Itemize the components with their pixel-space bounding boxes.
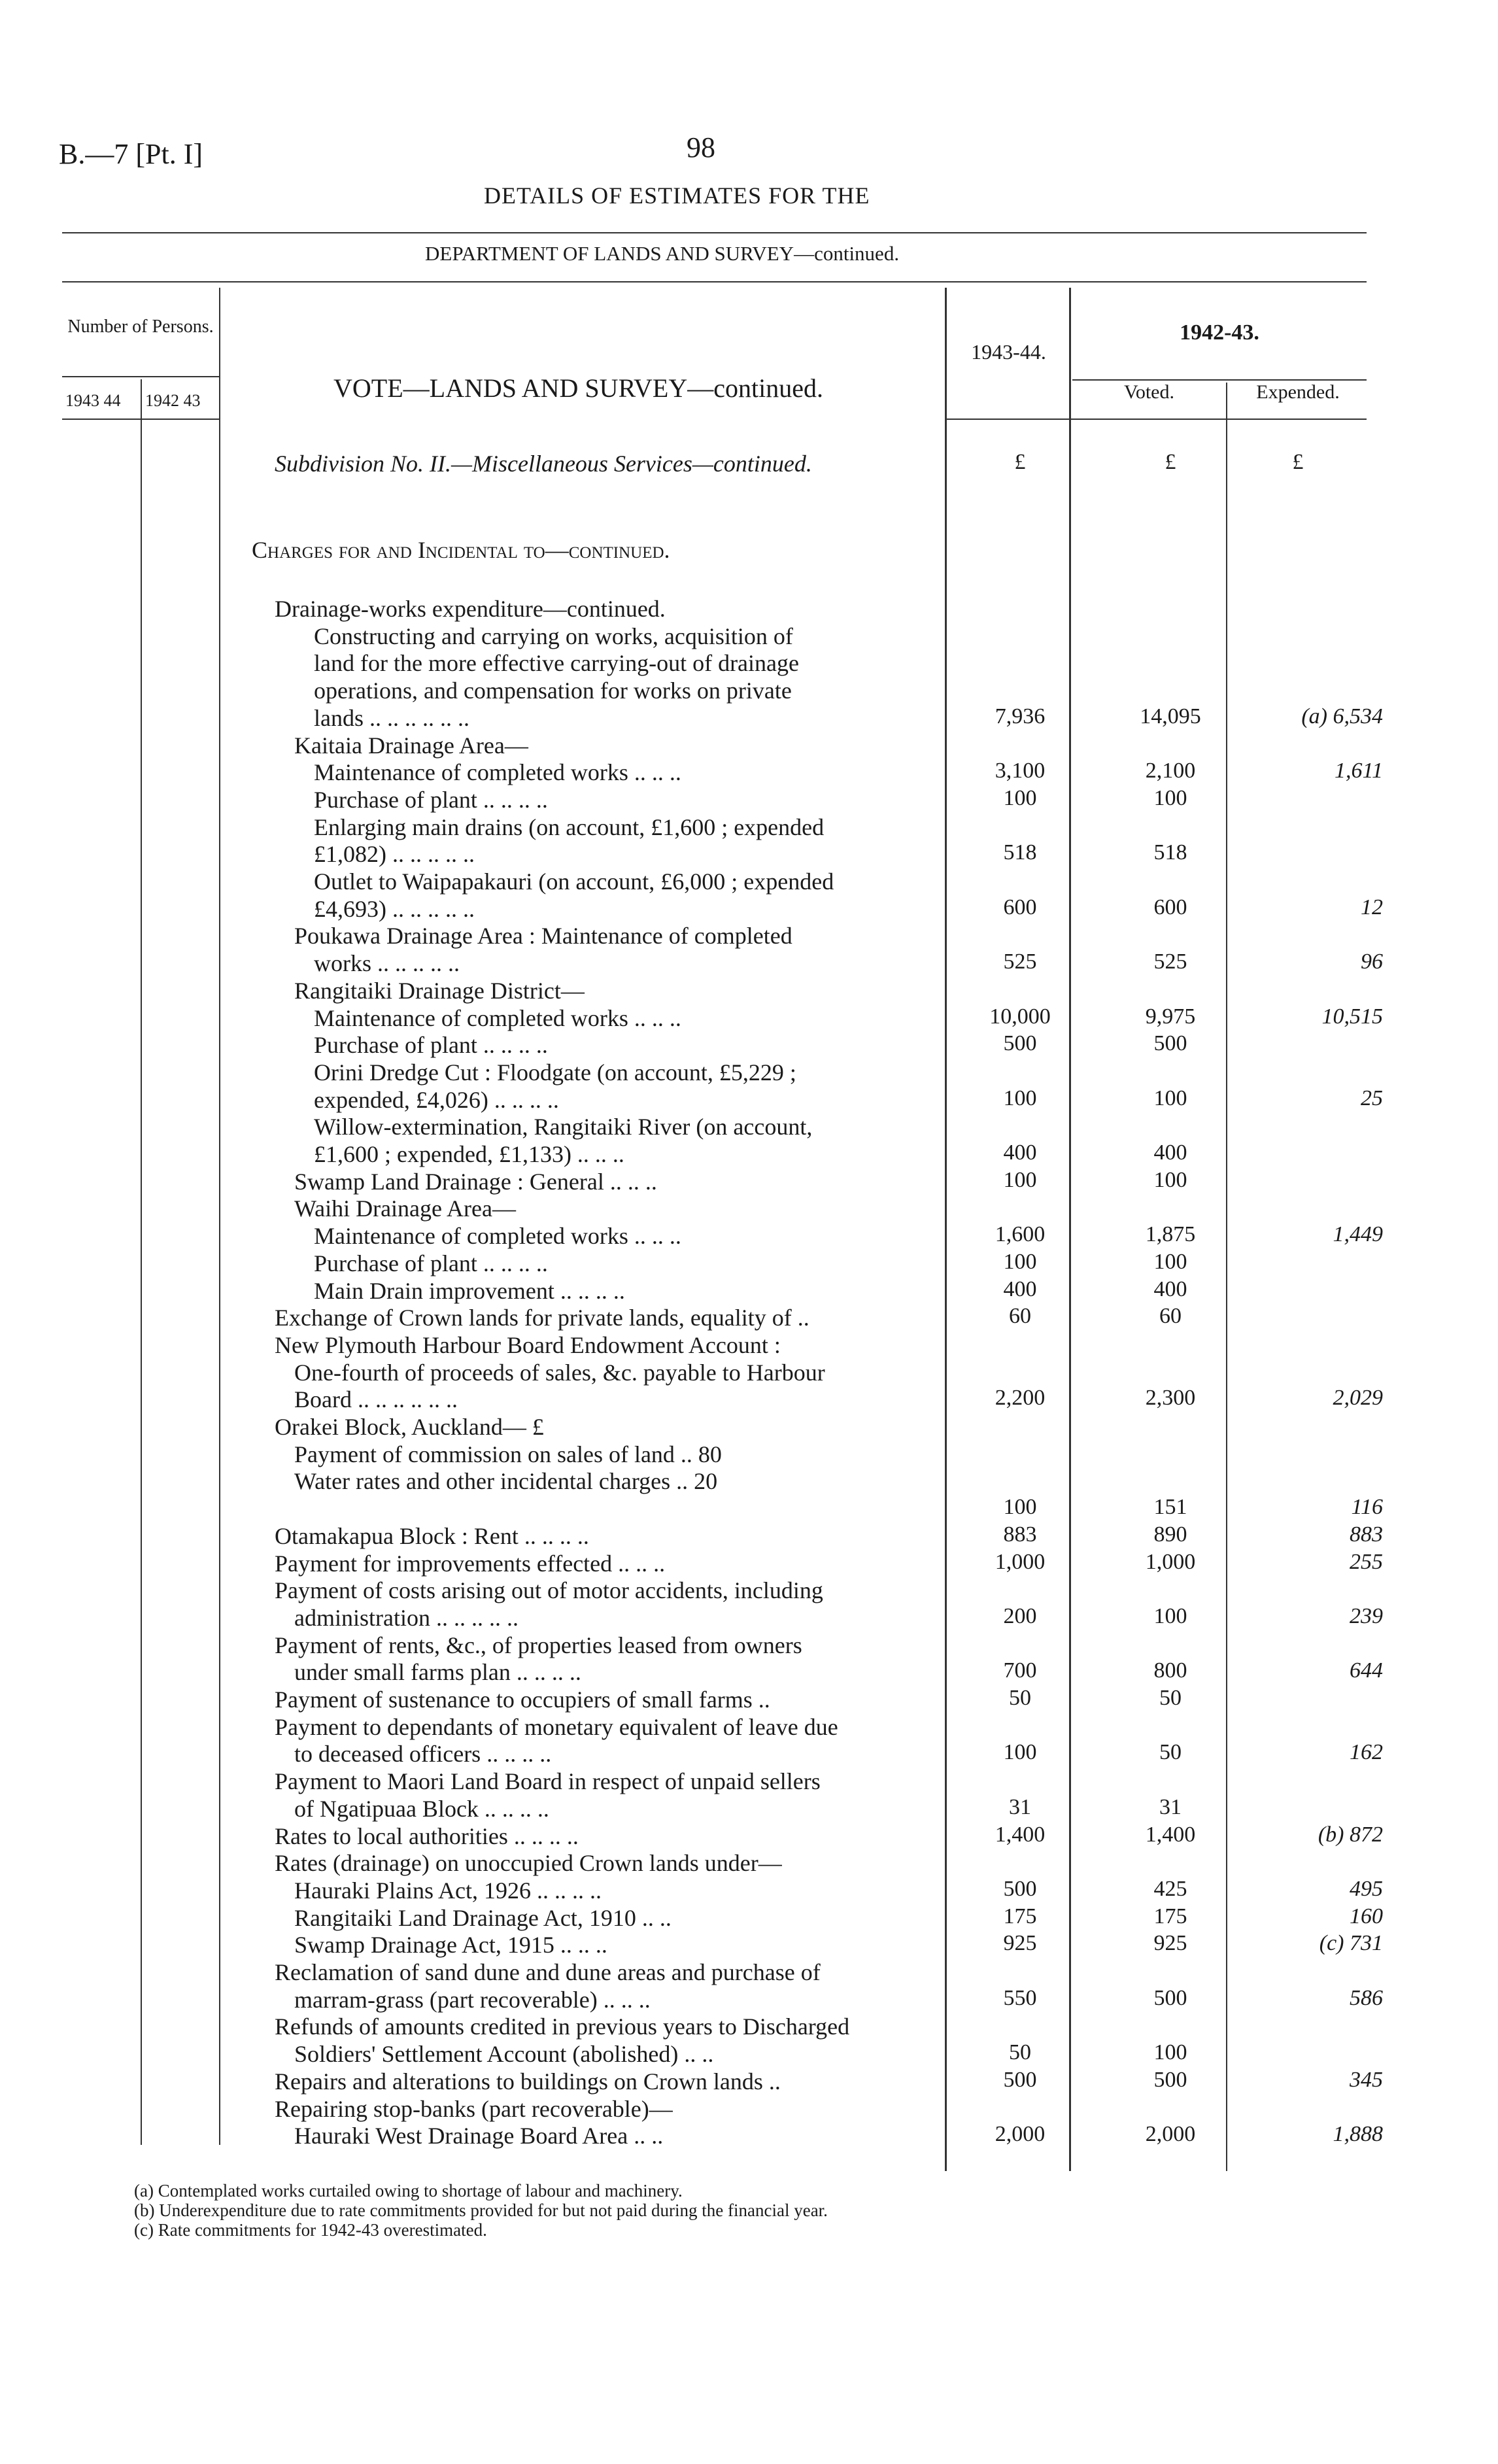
item-expended: 2,029 [1333,1386,1383,1410]
item-expended: 883 [1350,1522,1383,1547]
item-description: lands .. .. .. .. .. .. [314,705,469,731]
col-voted-label: Voted. [1124,381,1174,403]
footnote-a: (a) Contemplated works curtailed owing to shortage of labour and machinery. [134,2181,683,2200]
item-description: Payment of rents, &c., of properties leased from owners [275,1632,802,1658]
item-expended: (c) 731 [1319,1931,1383,1955]
item-description: land for the more effective carrying-out of drainage [314,650,799,676]
item-description: expended, £4,026) .. .. .. .. [314,1087,559,1113]
item-estimate: 883 [1003,1522,1037,1547]
item-estimate: 925 [1003,1931,1037,1955]
item-description: Reclamation of sand dune and dune areas and purchase of [275,1959,821,1985]
item-voted: 1,000 [1145,1550,1196,1574]
item-description: Board .. .. .. .. .. .. [294,1386,458,1412]
item-description: £1,600 ; expended, £1,133) .. .. .. [314,1141,624,1167]
page-ref: B.—7 [Pt. I] [59,138,203,170]
item-estimate: 500 [1003,2068,1037,2092]
item-description: Payment of costs arising out of motor accidents, including [275,1577,823,1603]
section-heading: Charges for and Incidental to—continued. [252,537,670,563]
item-description: Outlet to Waipapakauri (on account, £6,000 ; expended [314,868,834,895]
persons-rule [62,376,219,377]
item-description: £4,693) .. .. .. .. .. [314,896,475,922]
item-description: Rangitaiki Drainage District— [294,978,585,1004]
item-voted: 1,875 [1145,1222,1196,1246]
item-description: Purchase of plant .. .. .. .. [314,1032,548,1058]
item-description: Exchange of Crown lands for private lands, equality of .. [275,1305,809,1331]
item-description: Maintenance of completed works .. .. .. [314,759,681,785]
item-description: Willow-extermination, Rangitaiki River (on account, [314,1114,813,1140]
item-estimate: 3,100 [995,759,1046,783]
item-description: Water rates and other incidental charges .. 20 [294,1468,718,1494]
item-description: administration .. .. .. .. .. [294,1605,519,1631]
item-voted: 60 [1159,1304,1182,1328]
currency-estimate: £ [1014,450,1026,474]
item-description: Payment of sustenance to occupiers of small farms .. [275,1686,770,1713]
col-estimate-label: 1943-44. [971,340,1046,364]
item-estimate: 2,000 [995,2122,1046,2146]
department-heading: DEPARTMENT OF LANDS AND SURVEY—continued. [425,242,900,265]
item-description: Hauraki West Drainage Board Area .. .. [294,2123,664,2149]
item-voted: 31 [1159,1795,1182,1819]
number-of-persons-label: Number of Persons. [67,317,214,337]
item-description: operations, and compensation for works on private [314,677,792,704]
item-estimate: 100 [1003,1740,1037,1764]
item-description: Swamp Land Drainage : General .. .. .. [294,1169,657,1195]
item-voted: 400 [1153,1140,1187,1165]
item-voted: 518 [1153,840,1187,864]
item-voted: 50 [1159,1686,1182,1710]
item-voted: 100 [1153,1250,1187,1274]
page-title: DETAILS OF ESTIMATES FOR THE [484,182,870,209]
item-description: Repairing stop-banks (part recoverable)— [275,2096,673,2122]
item-estimate: 518 [1003,840,1037,864]
item-expended: 495 [1350,1877,1383,1901]
item-description: Purchase of plant .. .. .. .. [314,1250,548,1276]
item-estimate: 100 [1003,1086,1037,1110]
item-expended: 10,515 [1321,1004,1383,1029]
item-description: Kaitaia Drainage Area— [294,732,528,759]
item-voted: 2,000 [1145,2122,1196,2146]
item-expended: 644 [1350,1658,1383,1683]
year-a-label: 1943 44 [65,391,121,410]
item-description: Rates to local authorities .. .. .. .. [275,1823,579,1849]
item-voted: 500 [1153,2068,1187,2092]
item-estimate: 500 [1003,1877,1037,1901]
item-estimate: 60 [1009,1304,1031,1328]
item-description: marram-grass (part recoverable) .. .. .. [294,1987,651,2013]
item-expended: 1,888 [1333,2122,1383,2146]
item-description: Purchase of plant .. .. .. .. [314,787,548,813]
item-description: Soldiers' Settlement Account (abolished) .. .. [294,2041,714,2067]
item-estimate: 100 [1003,1250,1037,1274]
item-expended: 160 [1350,1904,1383,1928]
item-description: Main Drain improvement .. .. .. .. [314,1278,625,1304]
col-expended-label: Expended. [1256,381,1340,403]
footnote-c: (c) Rate commitments for 1942-43 overestimated. [134,2220,487,2240]
persons-right-divider [219,288,220,2145]
item-estimate: 175 [1003,1904,1037,1928]
item-description: works .. .. .. .. .. [314,950,460,976]
item-expended: 25 [1361,1086,1383,1110]
title-rule [62,232,1367,233]
item-estimate: 2,200 [995,1386,1046,1410]
item-voted: 500 [1153,1031,1187,1055]
item-estimate: 400 [1003,1140,1037,1165]
item-estimate: 500 [1003,1031,1037,1055]
item-voted: 151 [1153,1495,1187,1519]
item-estimate: 600 [1003,895,1037,919]
page-number: 98 [687,131,715,163]
item-estimate: 700 [1003,1658,1037,1683]
item-estimate: 10,000 [989,1004,1051,1029]
item-description: Orakei Block, Auckland— £ [275,1414,544,1440]
item-voted: 600 [1153,895,1187,919]
item-expended: 1,449 [1333,1222,1383,1246]
item-description: Drainage-works expenditure—continued. [275,596,666,622]
item-estimate: 100 [1003,786,1037,810]
item-description: Poukawa Drainage Area : Maintenance of completed [294,923,792,949]
item-estimate: 31 [1009,1795,1031,1819]
item-voted: 14,095 [1140,704,1201,728]
item-estimate: 50 [1009,2040,1031,2064]
item-estimate: 200 [1003,1604,1037,1628]
item-estimate: 400 [1003,1277,1037,1301]
item-voted: 9,975 [1145,1004,1196,1029]
vote-heading: VOTE—LANDS AND SURVEY—continued. [333,373,823,403]
item-description: New Plymouth Harbour Board Endowment Account : [275,1332,781,1358]
item-expended: 162 [1350,1740,1383,1764]
item-voted: 400 [1153,1277,1187,1301]
item-expended: 116 [1351,1495,1383,1519]
item-estimate: 100 [1003,1495,1037,1519]
item-expended: 12 [1361,895,1383,919]
item-voted: 800 [1153,1658,1187,1683]
year-b-label: 1942 43 [145,391,201,410]
item-expended: 586 [1350,1986,1383,2010]
department-rule [62,281,1367,282]
item-description: of Ngatipuaa Block .. .. .. .. [294,1796,549,1822]
item-voted: 100 [1153,1604,1187,1628]
item-voted: 500 [1153,1986,1187,2010]
item-description: Payment for improvements effected .. .. .. [275,1550,666,1577]
item-description: Rangitaiki Land Drainage Act, 1910 .. .. [294,1905,672,1931]
item-voted: 100 [1153,2040,1187,2064]
item-estimate: 7,936 [995,704,1046,728]
item-description: Repairs and alterations to buildings on Crown lands .. [275,2068,781,2095]
item-description: Swamp Drainage Act, 1915 .. .. .. [294,1932,607,1958]
item-description: under small farms plan .. .. .. .. [294,1659,581,1685]
item-description: Waihi Drainage Area— [294,1195,516,1222]
item-voted: 50 [1159,1740,1182,1764]
item-voted: 1,400 [1145,1822,1196,1847]
item-estimate: 50 [1009,1686,1031,1710]
currency-voted: £ [1165,450,1176,474]
item-estimate: 100 [1003,1168,1037,1192]
item-estimate: 1,400 [995,1822,1046,1847]
item-expended: 1,611 [1335,759,1383,783]
item-expended: 345 [1350,2068,1383,2092]
item-estimate: 1,000 [995,1550,1046,1574]
item-estimate: 550 [1003,1986,1037,2010]
prev-year-rule [1072,379,1367,381]
item-description: Payment to dependants of monetary equivalent of leave due [275,1714,838,1740]
item-voted: 525 [1153,950,1187,974]
item-description: Otamakapua Block : Rent .. .. .. .. [275,1523,589,1549]
item-description: Hauraki Plains Act, 1926 .. .. .. .. [294,1877,602,1904]
footnote-b: (b) Underexpenditure due to rate commitments provided for but not paid during the financial year. [134,2200,828,2220]
item-description: Enlarging main drains (on account, £1,600 ; expended [314,814,825,840]
item-description: £1,082) .. .. .. .. .. [314,841,475,867]
item-voted: 2,100 [1145,759,1196,783]
header-bottom-rule [945,419,1367,420]
col-prev-label: 1942-43. [1180,320,1259,345]
item-voted: 100 [1153,1086,1187,1110]
item-description: Payment to Maori Land Board in respect of unpaid sellers [275,1768,821,1794]
item-description: Maintenance of completed works .. .. .. [314,1005,681,1031]
currency-expended: £ [1292,450,1304,474]
item-voted: 100 [1153,786,1187,810]
item-estimate: 1,600 [995,1222,1046,1246]
item-description: Maintenance of completed works .. .. .. [314,1223,681,1249]
item-estimate: 525 [1003,950,1037,974]
item-voted: 175 [1153,1904,1187,1928]
item-expended: (b) 872 [1318,1822,1383,1847]
subdivision-heading: Subdivision No. II.—Miscellaneous Services—continued. [275,451,812,477]
item-voted: 890 [1153,1522,1187,1547]
item-voted: 2,300 [1145,1386,1196,1410]
item-expended: (a) 6,534 [1301,704,1383,728]
item-description: Constructing and carrying on works, acquisition of [314,623,793,649]
item-description: to deceased officers .. .. .. .. [294,1741,552,1767]
item-expended: 255 [1350,1550,1383,1574]
item-voted: 925 [1153,1931,1187,1955]
persons-left-divider [141,379,142,2145]
item-description: Orini Dredge Cut : Floodgate (on account, £5,229 ; [314,1059,796,1086]
item-description: Refunds of amounts credited in previous years to Discharged [275,2013,850,2040]
item-expended: 96 [1361,950,1383,974]
item-description: Rates (drainage) on unoccupied Crown lands under— [275,1850,782,1876]
item-voted: 425 [1153,1877,1187,1901]
item-expended: 239 [1350,1604,1383,1628]
item-description: One-fourth of proceeds of sales, &c. payable to Harbour [294,1360,825,1386]
item-description: Payment of commission on sales of land .. 80 [294,1441,722,1467]
item-voted: 100 [1153,1168,1187,1192]
